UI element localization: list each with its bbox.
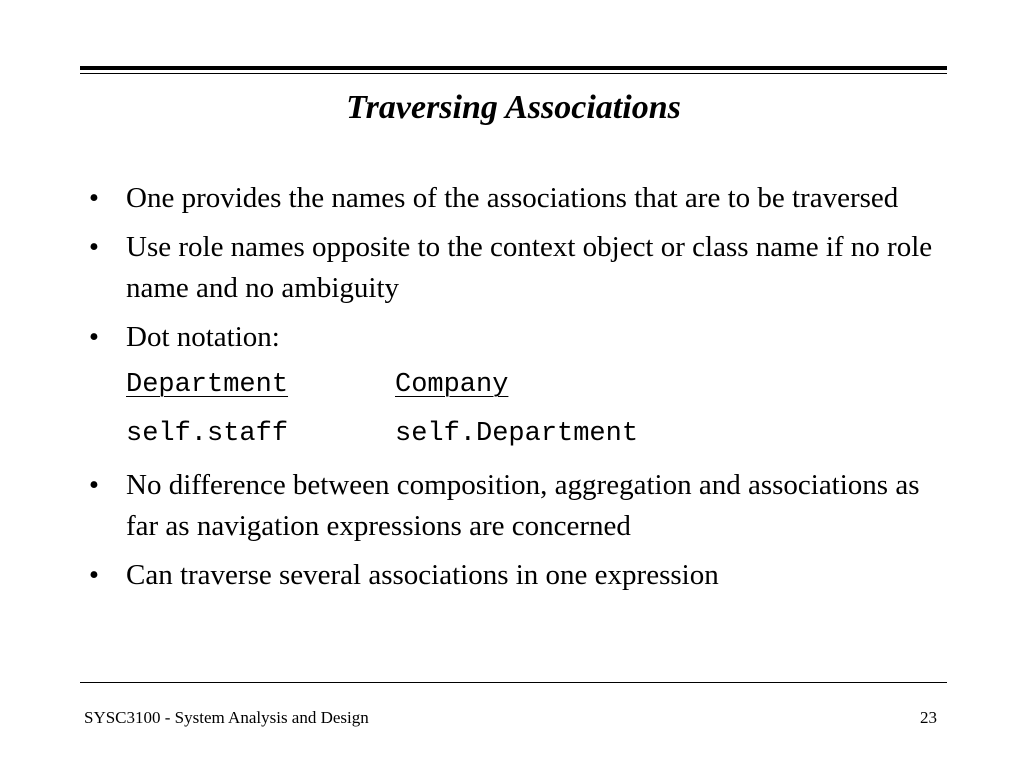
bullet-item [84,317,954,358]
bullet-text: One provides the names of the associations that are to be traversed [126,182,899,214]
bullet-text: Dot notation: [126,321,280,353]
bullet-item [84,178,954,219]
dot-notation-header-cell [395,361,508,410]
top-rule-thick [80,66,947,70]
bullet-icon: • [88,321,100,353]
bullet-icon: • [88,231,100,263]
bullet-icon: • [88,182,100,214]
bullet-icon: • [88,559,100,591]
dot-notation-cell-department: self.Department [395,419,639,449]
slide-title: Traversing Associations [346,89,681,126]
bullet-text: No difference between composition, aggregation and associations as far as navigation expressions are concerned [126,469,920,542]
dot-notation-header-company: Company [395,370,509,400]
bullet-item [84,227,954,309]
bullet-text: Use role names opposite to the context object or class name if no role name and no ambiguity [126,231,933,304]
dot-notation-table [84,361,954,459]
footer-page-number: 23 [920,708,937,727]
dot-notation-cell-staff: self.staff [126,419,289,449]
dot-notation-row [126,410,954,459]
dot-notation-header-cell [126,361,395,410]
footer-course-name: SYSC3100 - System Analysis and Design [84,708,369,727]
dot-notation-header-row [126,361,954,410]
bullet-item [84,465,954,547]
bullet-item [84,555,954,596]
footer-rule [80,682,947,683]
slide-body [84,178,954,604]
dot-notation-header-department: Department [126,370,289,400]
bullet-icon: • [88,469,100,501]
bullet-text: Can traverse several associations in one expression [126,559,719,591]
top-rule-thin [80,73,947,74]
